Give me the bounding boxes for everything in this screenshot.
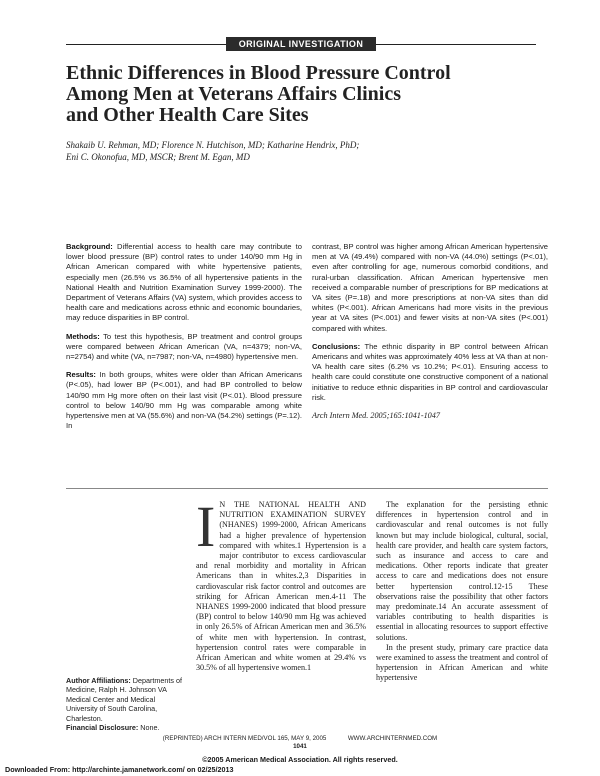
- page-number: 1041: [293, 743, 307, 750]
- conclusions-label: Conclusions:: [312, 341, 361, 351]
- abstract-methods: [66, 332, 302, 363]
- affiliations-text: Departments of Medicine, Ralph H. Johnson VA Medical Center and Medical University of South Carolina, Charleston.: [66, 676, 182, 723]
- author-line: Shakaib U. Rehman, MD; Florence N. Hutchison, MD; Katharine Hendrix, PhD;: [66, 140, 360, 150]
- intro-text: (NHANES) 1999-2000, African Americans had a higher prevalence of hypertension compared with whites.1 Hypertension is a major contributor to excess cardiovascular and renal morbidity and mortality in African Americans than in whites.2,3 Disparities in cardiovascular risk factor control and outcomes are striking for African American men.4-11 The NHANES 1999-2000 indicated that blood pressure (BP) control to below 140/90 mm Hg was achieved in only 26.5% of African American men and 36.5% of white men with hypertension. In contrast, hypertension control rates were comparable in African American and white women at 29.4% vs 30.5% of all hypertensive women.1: [196, 520, 366, 673]
- methods-label: Methods:: [66, 331, 100, 341]
- intro-paragraph: [196, 494, 366, 673]
- body-paragraph: In the present study, primary care practice data were examined to assess the treatment and control of hypertension in African American and white hypertensive: [376, 642, 548, 683]
- body-column-2: [376, 500, 548, 684]
- results-text: In both groups, whites were older than African Americans (P<.05), had lower BP (P<.001), and had BP controlled to below 140/90 mm Hg more often on their last visit (P<.01). Blood pressure control to below 140/90 mm Hg was comparable among white hypertensive men at VA (55.6%) and non-VA (54.2%) settings (P=.12). In: [66, 370, 302, 431]
- disclosure-label: Financial Disclosure:: [66, 723, 139, 733]
- body-column-1: [196, 494, 366, 673]
- conclusions-text: The ethnic disparity in BP control between African Americans and whites was approximately 40% less at VA than at non-VA health care sites (6.2% vs 10.2%; P<.01). Ensuring access to health care could constitute one constructive component of a national initiative to reduce ethnic disparities in BP control and cardiovascular risk.: [312, 341, 548, 402]
- abstract-left-column: [66, 242, 302, 439]
- article-title: [66, 63, 546, 126]
- copyright-notice: ©2005 American Medical Association. All rights reserved.: [202, 755, 398, 764]
- results-continued: contrast, BP control was higher among African American hypertensive men at VA (49.4%) compared with non-VA (44.0%) settings (P<.01), even after controlling for age, numerous comorbid conditions, and rural-urban classification. African American hypertensive men received a comparable number of prescriptions for BP medications at VA sites (P=.18) and more prescriptions at non-VA sites than did whites (P<.001). African Americans had more visits in the previous year at VA sites (P<.001) and fewer visits at non-VA sites (P<.001) compared with whites.: [312, 242, 548, 333]
- download-notice: Downloaded From: http://archinte.jamanetwork.com/ on 02/25/2013: [5, 765, 234, 774]
- footer-url: WWW.ARCHINTERNMED.COM: [347, 735, 438, 742]
- affiliations-block: [66, 676, 188, 723]
- disclosure-block: [66, 723, 188, 732]
- citation: Arch Intern Med. 2005;165:1041-1047: [312, 411, 440, 421]
- header-rule-left: [66, 44, 226, 45]
- abstract-conclusions: [312, 342, 548, 403]
- dropcap: I: [196, 494, 216, 559]
- intro-lead: N THE NATIONAL HEALTH AND NUTRITION EXAMINATION SURVEY: [219, 500, 366, 520]
- disclosure-text: None.: [138, 723, 160, 733]
- background-label: Background:: [66, 242, 113, 251]
- title-line: and Other Health Care Sites: [66, 104, 309, 126]
- section-label: ORIGINAL INVESTIGATION: [226, 37, 376, 51]
- abstract-background: [66, 242, 302, 324]
- affiliations-label: Author Affiliations:: [66, 676, 131, 685]
- running-footer: [0, 735, 600, 742]
- abstract-right-column: [312, 242, 548, 429]
- header-rule-right: [376, 44, 536, 45]
- results-label: Results:: [66, 370, 96, 380]
- background-text: Differential access to health care may contribute to lower blood pressure (BP) control rates to under 140/90 mm Hg in African American compared with white hypertensive patients, especially men (26.5% vs 36.5% of all hypertensive patients in the National Health and Nutrition Examination Survey 1999-2000). The Department of Veterans Affairs (VA) system, which provides access to health care and medications across ethnic and economic boundaries, may reduce disparities in BP control.: [66, 242, 302, 323]
- footer-journal: (REPRINTED) ARCH INTERN MED/VOL 165, MAY 9, 2005: [162, 735, 327, 742]
- methods-text: To test this hypothesis, BP treatment and control groups were compared between African American (VA, n=4379; non-VA, n=2754) and white (VA, n=7987; non-VA, n=4980) hypertensive men.: [66, 331, 302, 362]
- body-paragraph: The explanation for the persisting ethnic differences in hypertension control and in cardiovascular and renal outcomes is not fully known but may include biological, cultural, social, health care provider, and health care system factors, such as insurance and access to care and medications. Other reports indicate that greater access to care and medications does not ensure better hypertension control.12-15 These observations raise the possibility that other factors may predominate.14 An accurate assessment of variables contributing to health disparities is essential in allocating resources to support effective solutions.: [376, 500, 548, 642]
- title-line: Among Men at Veterans Affairs Clinics: [66, 83, 401, 105]
- author-affiliations: [66, 676, 188, 732]
- abstract-divider: [66, 488, 548, 489]
- author-line: Eni C. Okonofua, MD, MSCR; Brent M. Egan, MD: [66, 152, 250, 162]
- title-line: Ethnic Differences in Blood Pressure Control: [66, 62, 451, 84]
- author-list: [66, 139, 546, 163]
- abstract-results: [66, 370, 302, 431]
